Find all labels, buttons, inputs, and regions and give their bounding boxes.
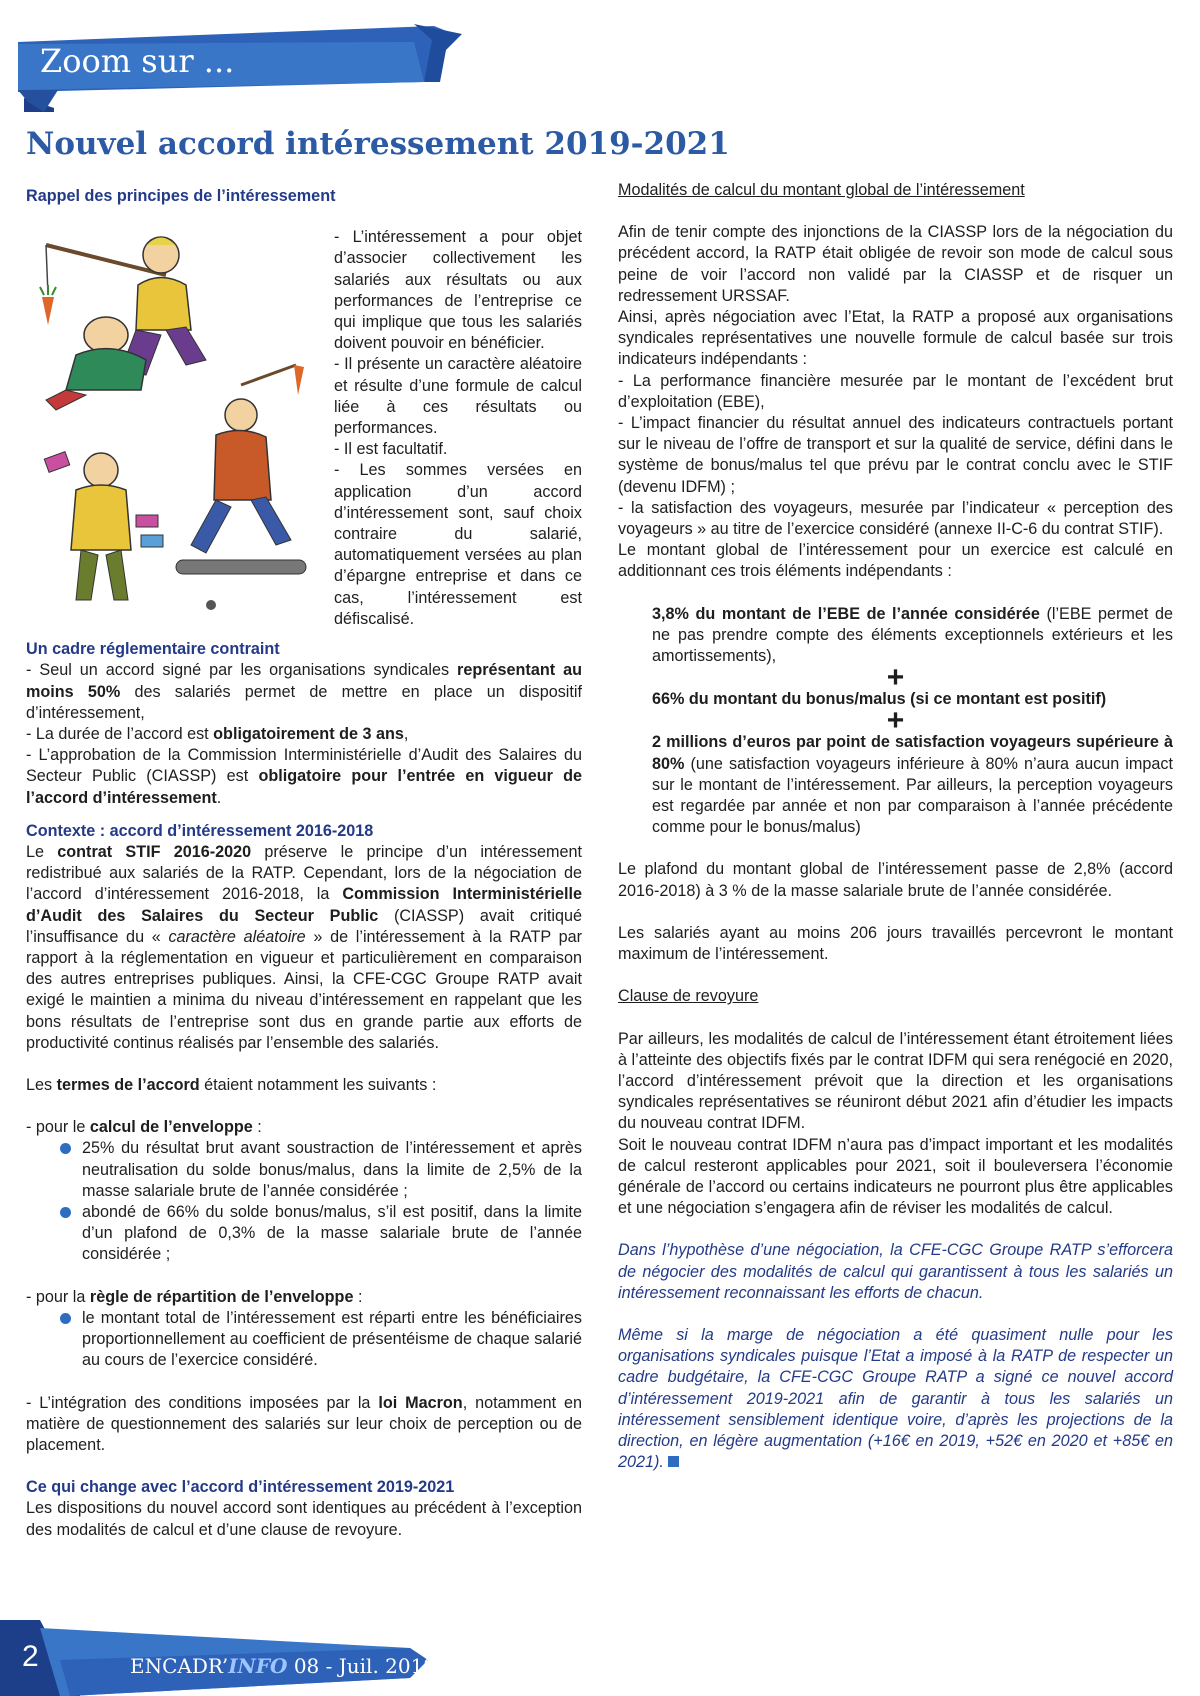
revision-paragraph-2: Soit le nouveau contrat IDFM n’aura pas d’impact important et les modalités de calcul resteront applicables pour 2021, soit il bouleversera l’économie générale de l’accord ou certains indicateurs ne pourront plus être applicables et une négociation s’engagera afin de réviser les modalités de calcul. — [618, 1135, 1173, 1218]
section-banner — [14, 20, 464, 112]
calc-indicator-3: - la satisfaction des voyageurs, mesurée par l’indicateur « perception des voyageurs » au titre de l’exercice considéré (annexe II-C-6 du contrat STIF). — [618, 498, 1173, 539]
calc-paragraph-2: Ainsi, après négociation avec l’Etat, la RATP a proposé aux organisations syndicales représentatives une nouvelle formule de calcul basée sur trois indicateurs indépendants : — [618, 308, 1173, 369]
principle-4: - Les sommes versées en application d’un accord d’intéressement sont, sauf choix contraire du salarié, automatiquement versées au plan d’épargne entreprise et dans ce cas, l’intéressement est défiscalisé. — [334, 461, 582, 628]
page-footer — [0, 1620, 437, 1696]
principle-1: - L’intéressement a pour objet d’associer collectivement les salariés aux résultats ou aux performances de l’entreprise ce qui implique que tous les salariés doivent pouvoir en bénéficier. — [334, 228, 582, 353]
section-heading-principles: Rappel des principes de l’intéressement — [26, 187, 336, 205]
section-heading-changes: Ce qui change avec l’accord d’intéressement 2019-2021 — [26, 1478, 455, 1497]
formula-term-2: 66% du montant du bonus/malus (si ce montant est positif) — [652, 690, 1107, 709]
list-item: 25% du résultat brut avant soustraction de l’intéressement et après neutralisation du solde bonus/malus, dans la limite de 2,5% de la masse salariale brute de l’année considérée ; — [26, 1138, 582, 1202]
section-heading-calculation: Modalités de calcul du montant global de l’intéressement — [618, 181, 1025, 199]
plus-icon: + — [886, 704, 905, 738]
changes-paragraph: Les dispositions du nouvel accord sont identiques au précédent à l’exception des modalités de calcul et d’une clause de revoyure. — [26, 1499, 582, 1539]
publication-name: ENCADR’INFO 08 - Juil. 2019 — [130, 1654, 437, 1678]
end-mark-icon — [668, 1456, 679, 1467]
list-item: le montant total de l’intéressement est réparti entre les bénéficiaires proportionnellement au coefficient de présentéisme de chaque salarié au cours de l’exercice considéré. — [26, 1308, 582, 1372]
conclusion-italic-2: Même si la marge de négociation a été quasiment nulle pour les organisations syndicales puisque l’Etat a imposé à la RATP de respecter un cadre budgétaire, la CFE-CGC Groupe RATP a signé ce nouvel accord d’intéressement 2019-2021 afin de garantir à tous les salariés un intéressement sensiblement identique voire, d’après les projections de la direction, en légère augmentation (+16€ en 2019, +52€ en 2020 et +85€ en 2021). — [618, 1325, 1173, 1472]
terms-intro: Les termes de l’accord étaient notamment les suivants : — [26, 1076, 437, 1095]
intro-block — [26, 207, 582, 627]
section-heading-context: Contexte : accord d’intéressement 2016-2018 — [26, 821, 374, 840]
calc-indicator-1: - La performance financière mesurée par le montant de l’excédent brut d’exploitation (EBE), — [618, 371, 1173, 411]
calc-paragraph-3: Le montant global de l’intéressement pour un exercice est calculé en additionnant ces trois éléments indépendants : — [618, 541, 1173, 581]
distribution-heading: - pour la règle de répartition de l’enveloppe : — [26, 1287, 363, 1306]
cartoon-illustration — [26, 215, 326, 615]
days-paragraph: Les salariés ayant au moins 206 jours travaillés percevront le montant maximum de l’intéressement. — [618, 923, 1173, 964]
conclusion-italic-1: Dans l’hypothèse d’une négociation, la CFE-CGC Groupe RATP s’efforcera de négocier des modalités de calcul qui garantissent à tous les salariés un intéressement reconnaissant les efforts de chacun. — [618, 1241, 1173, 1302]
right-column — [618, 180, 1173, 1473]
section-heading-revision: Clause de revoyure — [618, 987, 759, 1006]
intro-text — [334, 227, 582, 630]
page-number: 2 — [22, 1640, 39, 1673]
principle-3: - Il est facultatif. — [334, 440, 448, 459]
macron-paragraph: - L’intégration des conditions imposées par la loi Macron, notamment en matière de questionnement des salariés sur leur choix de perception ou de placement. — [26, 1393, 582, 1454]
page-title: Nouvel accord intéressement 2019-2021 — [26, 126, 730, 162]
plus-icon: + — [886, 661, 905, 695]
left-column — [26, 186, 582, 1541]
framework-line-3: - L’approbation de la Commission Interministérielle d’Audit des Salaires du Secteur Public (CIASSP) est obligatoire pour l’entrée en vigueur de l’accord d’intéressement. — [26, 746, 582, 807]
section-heading-framework: Un cadre réglementaire contraint — [26, 640, 280, 659]
calc-paragraph-1: Afin de tenir compte des injonctions de la CIASSP lors de la négociation du précédent accord, la RATP était obligée de revoir son mode de calcul sous peine de voir l’accord non validé par la CIASSP et de risquer un redressement URSSAF. — [618, 223, 1173, 305]
framework-line-2: - La durée de l’accord est obligatoirement de 3 ans, — [26, 725, 409, 744]
banner-label: Zoom sur ... — [40, 42, 235, 80]
ceiling-paragraph: Le plafond du montant global de l’intéressement passe de 2,8% (accord 2016-2018) à 3 % de la masse salariale brute de l’année considérée. — [618, 860, 1173, 900]
principle-2: - Il présente un caractère aléatoire et résulte d’une formule de calcul liée à ces résultats ou performances. — [334, 355, 582, 438]
bullet-dot-icon — [60, 1313, 71, 1324]
revision-paragraph-1: Par ailleurs, les modalités de calcul de l’intéressement étant étroitement liées à l’atteinte des objectifs fixés par le contrat IDFM qui sera renégocié en 2020, l’accord d’intéressement prévoit que la direction et les organisations syndicales représentatives se réuniront début 2021 afin d’étudier les impacts du nouveau contrat IDFM. — [618, 1029, 1173, 1133]
calc-indicator-2: - L’impact financier du résultat annuel des indicateurs contractuels portant sur le niveau de l’offre de transport et sur la qualité de service, défini dans le système de bonus/malus tel que prévu par le contrat conclu avec le STIF (devenu IDFM) ; — [618, 414, 1173, 496]
list-item: abondé de 66% du solde bonus/malus, s’il est positif, dans la limite d’un plafond de 0,3% de la masse salariale brute de l’année considérée ; — [26, 1202, 582, 1266]
formula-term-1: 3,8% du montant de l’EBE de l’année considérée (l’EBE permet de ne pas prendre compte des éléments exceptionnels extérieurs et les amortissements), — [652, 604, 1173, 666]
framework-line-1: - Seul un accord signé par les organisations syndicales représentant au moins 50% des salariés permet de mettre en place un dispositif d’intéressement, — [26, 661, 582, 722]
formula-term-3: 2 millions d’euros par point de satisfaction voyageurs supérieure à 80% (une satisfaction voyageurs inférieure à 80% n’aura aucun impact sur le montant de l’intéressement. Par ailleurs, la perception voyageurs est regardée par année et non par comparaison à l’année précédente comme pour le bonus/malus) — [652, 733, 1173, 837]
bullet-dot-icon — [60, 1207, 71, 1218]
context-paragraph: Le contrat STIF 2016-2020 préserve le principe d’un intéressement redistribué aux salariés de la RATP. Cependant, lors de la négociation de l’accord d’intéressement 2016-2018, la Commission Interministérielle d’Audit des Salaires du Secteur Public (CIASSP) avait critiqué l’insuffisance du « caractère aléatoire » de l’intéressement à la RATP par rapport à la réglementation en vigueur et particulièrement en comparaison des autres entreprises publiques. Ainsi, la CFE-CGC Groupe RATP avait exigé le maintien a minima du niveau d’intéressement en rappelant que les bons résultats de l’entreprise sont dus en grande partie aux efforts de productivité continus réalisés par l’ensemble des salariés. — [26, 843, 583, 1052]
envelope-heading: - pour le calcul de l’enveloppe : — [26, 1118, 262, 1137]
